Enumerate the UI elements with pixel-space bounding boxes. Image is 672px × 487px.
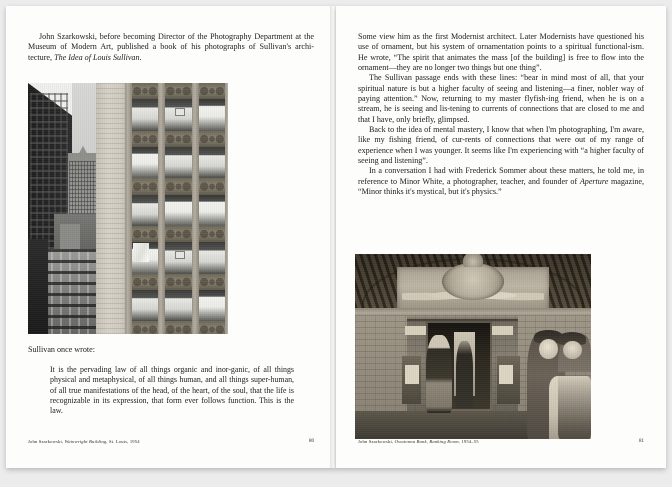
photo-floor xyxy=(199,178,225,226)
caption-rest: , St. Louis, 1954 xyxy=(106,439,140,444)
photo-ornamental-spandrel xyxy=(199,321,225,334)
photo-bay xyxy=(199,83,225,334)
photo-bay xyxy=(165,83,191,334)
intro-text: John Szarkowski, before becoming Director of the Photography Department at the Museum of Modern Art, published a book of his photographs of Sullivan's archi-tecture, xyxy=(28,32,314,62)
bank-crest-ornament xyxy=(461,254,485,267)
photo-floor xyxy=(199,321,225,334)
bank-wall-sign-right xyxy=(492,326,513,335)
photo-floor xyxy=(132,274,158,322)
paragraph-2: The Sullivan passage ends with these lines: “bear in mind most of all, that your spiritual nature is but a higher faculty of seeing and listening—a finer, nobler way of paying attention.” Now, returning to my master flyfish-ing friend, when he is on a stream, he is seeing and lis-tening to currents of connections that are closed to me and that I have, only briefly, glimpsed. xyxy=(358,73,644,124)
photo-ornamental-spandrel xyxy=(165,274,191,290)
right-page-number: 81 xyxy=(639,439,644,444)
left-page-number: 80 xyxy=(309,439,314,444)
caption-work-title: Wainwright Building xyxy=(64,439,107,444)
bank-figure-in-doorway xyxy=(456,341,473,408)
photo-air-conditioner xyxy=(175,251,185,259)
photo-ornamental-spandrel xyxy=(165,178,191,194)
photo-floor xyxy=(199,274,225,322)
photo-mullion xyxy=(125,83,132,334)
caption-room: , Banking Room xyxy=(426,439,459,444)
paragraph-4 xyxy=(358,166,644,197)
photo-window xyxy=(199,242,225,273)
intro-tail: . xyxy=(139,52,142,62)
photo-floor xyxy=(132,178,158,226)
photo-window-curtain xyxy=(133,243,149,262)
photo-mullion xyxy=(158,83,165,334)
right-page xyxy=(336,6,666,468)
owatonna-bank-photo xyxy=(355,254,591,439)
bank-poster-left xyxy=(405,365,419,384)
photo-ornamental-spandrel xyxy=(132,131,158,147)
photo-window xyxy=(132,99,158,130)
photo-street-with-cars xyxy=(42,249,102,334)
intro-book-title: The Idea of Louis Sullivan xyxy=(54,52,140,62)
caption-work-title: Owatonna Bank xyxy=(394,439,427,444)
photo-mullion xyxy=(225,83,228,334)
photo-floor xyxy=(165,226,191,274)
aperture-magazine-title: Aperture xyxy=(579,176,609,186)
left-page xyxy=(6,6,336,468)
photo-floor xyxy=(165,321,191,334)
photo-ornamental-spandrel xyxy=(132,274,158,290)
photo-ornamental-spandrel xyxy=(199,274,225,290)
photo-floor xyxy=(165,178,191,226)
photo-ornamental-spandrel xyxy=(199,83,225,99)
photo-window xyxy=(165,195,191,226)
photo-ornamental-spandrel xyxy=(132,321,158,334)
photo-ornamental-spandrel xyxy=(132,178,158,194)
paragraph-1: Some view him as the first Modernist architect. Later Modernists have questioned his use of ornament, but his system of ornamentation points to a spiritual functional-ism. He wrote, “The spirit that animates the mass [of the building] is free to flow into the ornament—they are no longer two things but one thing”. xyxy=(358,32,644,73)
photo-window xyxy=(199,99,225,130)
photo-left-building-row xyxy=(28,239,48,334)
sullivan-blockquote xyxy=(50,365,294,416)
bank-foreground-figure-right-face xyxy=(563,341,582,360)
photo-air-conditioner xyxy=(175,108,185,116)
photo-window-bays xyxy=(130,83,228,334)
photo-ornamental-spandrel xyxy=(165,83,191,99)
photo-window xyxy=(199,290,225,321)
photo-floor xyxy=(199,131,225,179)
photo-bay xyxy=(132,83,158,334)
paragraph-4-part-b: magazine, “Minor thinks it's mystical, but it's physics.” xyxy=(358,176,644,197)
sullivan-lead-in: Sullivan once wrote: xyxy=(28,345,95,354)
sullivan-blockquote-text: It is the pervading law of all things organic and inor-ganic, of all things physical and metaphysical, of all things human, and all things super-human, of all true manifestations of the head, of the heart, of the soul, that the life is recognizable in its expression, that form ever follows function. This is the law. xyxy=(50,365,294,416)
photo-floor xyxy=(165,274,191,322)
caption-rest: , 1954–55 xyxy=(458,439,479,444)
wainwright-building-photo xyxy=(28,83,228,334)
bank-figure-at-door xyxy=(426,335,452,413)
photo-floor xyxy=(165,131,191,179)
caption-author: John Szarkowski, xyxy=(28,439,65,444)
photo-floor xyxy=(132,83,158,131)
photo-floor xyxy=(132,321,158,334)
photo-floor xyxy=(165,83,191,131)
caption-author: John Szarkowski, xyxy=(358,439,395,444)
photo-ornamental-spandrel xyxy=(199,178,225,194)
bank-wall-sign-left xyxy=(405,326,426,335)
photo-window xyxy=(132,290,158,321)
photo-ornamental-spandrel xyxy=(132,226,158,242)
photo-floor xyxy=(132,131,158,179)
left-photo-caption xyxy=(28,439,140,444)
photo-window xyxy=(132,195,158,226)
paragraph-4-part-a: In a conversation I had with Frederick Sommer about these matters, he told me, in reference to Minor White, a photographer, teacher, and founder of xyxy=(358,166,644,186)
left-intro-paragraph xyxy=(28,32,314,63)
photo-floor xyxy=(199,83,225,131)
photo-floor xyxy=(199,226,225,274)
photo-ornamental-spandrel xyxy=(165,321,191,334)
photo-ornamental-spandrel xyxy=(165,131,191,147)
photo-window xyxy=(165,290,191,321)
photo-window xyxy=(165,147,191,178)
photo-ornamental-spandrel xyxy=(199,226,225,242)
photo-ornamental-spandrel xyxy=(165,226,191,242)
photo-window xyxy=(199,195,225,226)
bank-medallion-ornament xyxy=(442,263,503,300)
photo-floor xyxy=(132,226,158,274)
photo-window xyxy=(132,147,158,178)
bank-poster-right xyxy=(499,365,513,384)
right-body-text xyxy=(358,32,644,198)
photo-window xyxy=(199,147,225,178)
photo-ornamental-spandrel xyxy=(199,131,225,147)
photo-ornamental-spandrel xyxy=(132,83,158,99)
photo-mullion xyxy=(192,83,199,334)
right-photo-caption xyxy=(358,439,479,444)
paragraph-3: Back to the idea of mental mastery, I know that when I'm photographing, I'm aware, like my fishing friend, of cur-rents of connections that were out of my range of experience when I was younger. It seems like I'm experiencing with “a higher faculty of seeing and listening”. xyxy=(358,125,644,166)
